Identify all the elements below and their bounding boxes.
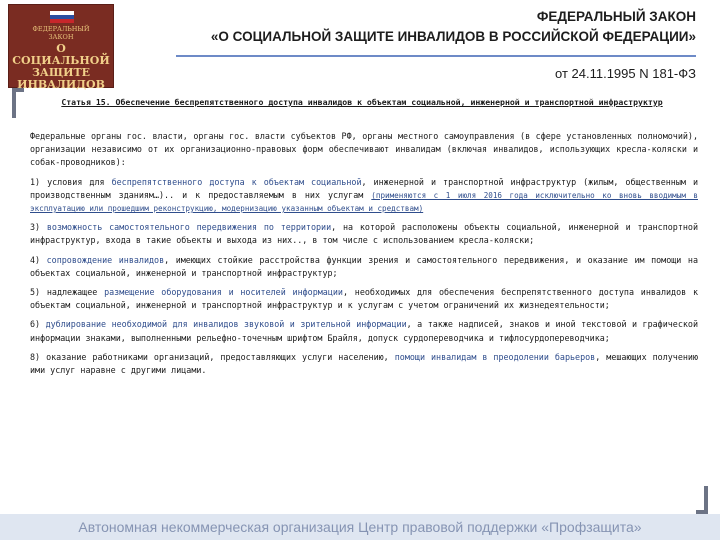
book-cover-small-text: ФЕДЕРАЛЬНЫЙ ЗАКОН (32, 25, 90, 41)
list-item: 4) сопровождение инвалидов, имеющих стойкие расстройства функции зрения и самостоятельного передвижения, и оказание им помощи на объектах социальной, инженерной и транспортной инфраструктур; (30, 254, 698, 278)
footer-text: Автономная некоммерческая организация Центр правовой поддержки «Профзащита» (78, 519, 642, 535)
highlight: возможность самостоятельного передвижения по территории (46, 222, 332, 233)
law-date: от 24.11.1995 N 181-ФЗ (555, 66, 696, 81)
intro-paragraph: Федеральные органы гос. власти, органы гос. власти субъектов РФ, органы местного самоуправления (в сфере установленных полномочий), организации независимо от их организационно-правовых форм обеспечивают инвалидам (включая инвалидов, использующих кресла-коляски и собак-проводников): (30, 131, 698, 168)
note-link[interactable]: (применяются с 1 июля 2016 года исключительно ко вновь вводимым в эксплуатацию или прошедшим реконструкцию, модернизацию указанным объектам и средствам) (30, 190, 698, 214)
article-body (30, 130, 698, 383)
list-item: 8) оказание работниками организаций, предоставляющих услуги населению, помощи инвалидам в преодолении барьеров, мешающих получению ими услуг наравне с другими лицами. (30, 351, 699, 376)
russian-flag-icon (50, 11, 74, 23)
highlight: сопровождение инвалидов (46, 254, 165, 265)
highlight: беспрепятственного доступа к объектам социальной (111, 176, 362, 187)
corner-bracket-bottom-right (696, 486, 708, 514)
footer-bar (0, 514, 720, 540)
list-item: 6) дублирование необходимой для инвалидов звуковой и зрительной информации, а также надписей, знаков и иной текстовой и графической информации знаками, выполненными рельефно-точечным шрифтом Брайля, допуск сурдопереводчика и тифлосурдопереводчика; (30, 319, 699, 343)
book-cover-image (8, 4, 114, 91)
list-item: 3) возможность самостоятельного передвижения по территории, на которой расположены объекты социальной, инженерной и транспортной инфраструктур, входа в такие объекты и выхода из них.., в том числе с использованием кресла-коляски; (30, 222, 699, 246)
highlight: размещение оборудования и носителей информации (104, 287, 343, 298)
corner-bracket-top-left (12, 88, 24, 118)
list-item: 5) надлежащее размещение оборудования и носителей информации, необходимых для обеспечения беспрепятственного доступа инвалидов к объектам социальной, инженерной и транспортной инфраструктур и к услугам с учетом ограничений их жизнедеятельности; (30, 287, 698, 311)
article-heading: Статья 15. Обеспечение беспрепятственного доступа инвалидов к объектам социальной, инженерной и транспортной инфраструктур (61, 97, 663, 107)
header-divider (176, 55, 696, 57)
law-title: ФЕДЕРАЛЬНЫЙ ЗАКОН «О СОЦИАЛЬНОЙ ЗАЩИТЕ ИНВАЛИДОВ В РОССИЙСКОЙ ФЕДЕРАЦИИ» (210, 9, 696, 44)
highlight: дублирование необходимой для инвалидов звуковой и зрительной информации (45, 319, 407, 330)
book-cover-title: О СОЦИАЛЬНОЙ ЗАЩИТЕ ИНВАЛИДОВ (12, 42, 110, 91)
list-item: 1) условия для беспрепятственного доступа к объектам социальной, инженерной и транспортной инфраструктур (жилым, общественным и производственным зданиям…).. и к предоставляемым в них услугам (применяются с 1 июля 2016 года исключительно ко вновь вводимым в эксплуатацию или прошедшим реконструкцию, модернизацию указанным объектам и средствам) (30, 176, 698, 214)
highlight: помощи инвалидам в преодолении барьеров (394, 351, 596, 362)
